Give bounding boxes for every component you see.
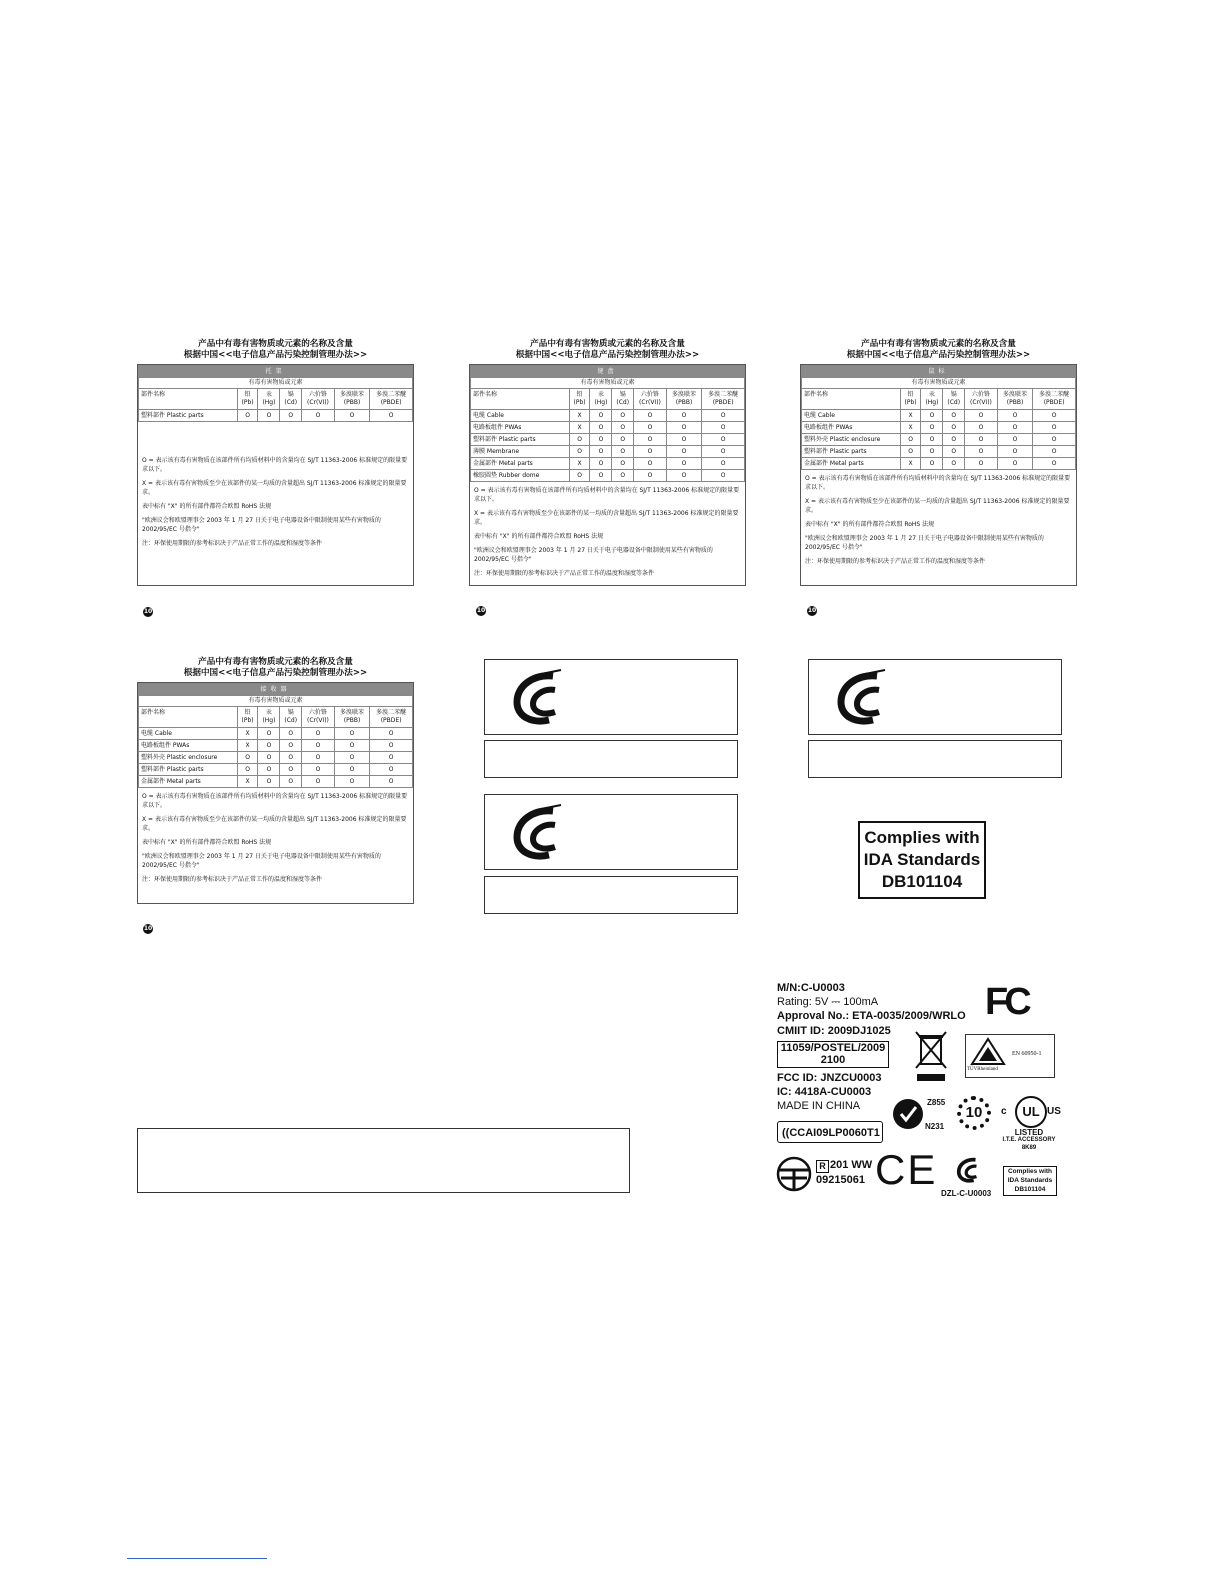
substance-value-cell: O (965, 458, 998, 470)
ccc-label-box (484, 794, 738, 870)
table-subheader: 有毒有害物质或元素 (139, 696, 413, 707)
substance-value-cell: O (943, 434, 965, 446)
fcc-id: FCC ID: JNZCU0003 (777, 1072, 882, 1084)
substance-value-cell: O (302, 752, 335, 764)
substance-value-cell: O (569, 434, 590, 446)
ratings-label (777, 982, 1077, 1202)
table-row (139, 776, 413, 788)
table-column-row (471, 389, 745, 410)
ccc-label-box (808, 659, 1062, 735)
part-name-cell: 塑料部件 Plastic parts (139, 764, 238, 776)
table-subheader-row (802, 378, 1076, 389)
rohs-notes: O = 表示该有毒有害物质在该部件所有均质材料中的含量均在 SJ/T 11363-2006 标准规定的限量要求以下。 X = 表示该有毒有害物质至少在该部件的某一均质的含量超出 SJ/T 11363-2006 标准规定的限量要求。 表中标有 "X" 的所有部件都符合欧盟 RoHS 法规 "欧洲议会和欧盟理事会 2003 年 1 月 27 日关于电子电器设备中限制使用某些有害物质的 2002/95/EC 号指令" 注：环保使用期限的参考标识决于产品正常工作的温度和湿度等条件 (142, 793, 408, 883)
substance-value-cell: O (302, 776, 335, 788)
table-part-group-name: 托架 (139, 366, 413, 378)
substance-value-cell: O (280, 764, 302, 776)
substance-value-cell: O (702, 410, 745, 422)
substance-value-cell: O (965, 434, 998, 446)
column-header: 六价铬 (Cr(VI)) (302, 389, 335, 410)
table-row (139, 410, 413, 422)
substance-value-cell: O (590, 410, 612, 422)
postel-box: 11059/POSTEL/2009 2100 (777, 1041, 889, 1068)
rohs-notes: O = 表示该有毒有害物质在该部件所有均质材料中的含量均在 SJ/T 11363-2006 标准规定的限量要求以下。 X = 表示该有毒有害物质至少在该部件的某一均质的含量超出 SJ/T 11363-2006 标准规定的限量要求。 表中标有 "X" 的所有部件都符合欧盟 RoHS 法规 "欧洲议会和欧盟理事会 2003 年 1 月 27 日关于电子电器设备中限制使用某些有害物质的 2002/95/EC 号指令" 注：环保使用期限的参考标识决于产品正常工作的温度和湿度等条件 (474, 487, 740, 577)
table-row (139, 752, 413, 764)
part-name-cell: 塑料部件 Plastic parts (802, 446, 901, 458)
part-name-cell: 金属部件 Metal parts (471, 458, 570, 470)
r-mark: R (816, 1160, 829, 1173)
rohs-panel-mouse (800, 339, 1077, 586)
part-name-cell: 塑料外壳 Plastic enclosure (139, 752, 238, 764)
substance-value-cell: O (258, 776, 280, 788)
substance-value-cell: O (943, 410, 965, 422)
substance-value-cell: O (634, 470, 667, 482)
table-row (471, 470, 745, 482)
substance-value-cell: O (612, 422, 634, 434)
part-name-cell: 电路板组件 PWAs (471, 422, 570, 434)
n-number: N231 (925, 1122, 945, 1131)
part-name-cell: 橡胶圆垫 Rubber dome (471, 470, 570, 482)
column-header: 镉 (Cd) (943, 389, 965, 410)
substance-value-cell: X (569, 410, 590, 422)
z-number: Z855 (927, 1098, 946, 1107)
column-header: 多溴联苯 (PBB) (334, 707, 369, 728)
table-row (139, 728, 413, 740)
substance-value-cell: O (590, 422, 612, 434)
substance-value-cell: O (237, 410, 258, 422)
substance-value-cell: O (1033, 458, 1076, 470)
part-name-cell: 电缆 Cable (139, 728, 238, 740)
substance-value-cell: O (370, 728, 413, 740)
table-row (139, 740, 413, 752)
substance-value-cell: O (237, 752, 258, 764)
substance-value-cell: O (965, 446, 998, 458)
substance-value-cell: O (569, 470, 590, 482)
substance-value-cell: O (921, 410, 943, 422)
column-header: 镉 (Cd) (612, 389, 634, 410)
substance-value-cell: O (666, 446, 701, 458)
ccc-mark-icon (509, 803, 569, 863)
substance-value-cell: O (280, 752, 302, 764)
substance-value-cell: X (900, 410, 921, 422)
rohs-notes: O = 表示该有毒有害物质在该部件所有均质材料中的含量均在 SJ/T 11363-2006 标准规定的限量要求以下。 X = 表示该有毒有害物质至少在该部件的某一均质的含量超出 SJ/T 11363-2006 标准规定的限量要求。 表中标有 "X" 的所有部件都符合欧盟 RoHS 法规 "欧洲议会和欧盟理事会 2003 年 1 月 27 日关于电子电器设备中限制使用某些有害物质的 2002/95/EC 号指令" 注：环保使用期限的参考标识决于产品正常工作的温度和湿度等条件 (142, 457, 408, 547)
cmiit-id: CMIIT ID: 2009DJ1025 (777, 1025, 891, 1037)
column-header: 汞 (Hg) (258, 707, 280, 728)
column-header-part: 部件名称 (139, 707, 238, 728)
substance-value-cell: O (666, 458, 701, 470)
substance-value-cell: O (1033, 446, 1076, 458)
env-10-year-icon: 10 (957, 1096, 991, 1130)
substance-value-cell: O (280, 728, 302, 740)
substance-value-cell: O (370, 752, 413, 764)
substance-value-cell: O (590, 434, 612, 446)
substance-value-cell: O (666, 470, 701, 482)
table-row (802, 422, 1076, 434)
substance-value-cell: O (370, 740, 413, 752)
part-name-cell: 金属部件 Metal parts (139, 776, 238, 788)
substance-value-cell: O (634, 446, 667, 458)
column-header: 多溴联苯 (PBB) (334, 389, 369, 410)
table-subheader: 有毒有害物质或元素 (471, 378, 745, 389)
substance-value-cell: O (666, 422, 701, 434)
substance-value-cell: O (702, 434, 745, 446)
substance-value-cell: O (997, 422, 1032, 434)
part-name-cell: 金属部件 Metal parts (802, 458, 901, 470)
column-header: 多溴联苯 (PBB) (666, 389, 701, 410)
substance-value-cell: O (258, 752, 280, 764)
substance-value-cell: O (634, 458, 667, 470)
substance-value-cell: X (900, 422, 921, 434)
table-part-group-name: 接收器 (139, 684, 413, 696)
substance-value-cell: O (334, 410, 369, 422)
tuv-triangle-icon (969, 1037, 1007, 1067)
table-subheader-row (139, 378, 413, 389)
table-part-group-name: 鼠标 (802, 366, 1076, 378)
column-header-part: 部件名称 (471, 389, 570, 410)
substance-value-cell: O (702, 458, 745, 470)
telec-mark-icon (775, 1156, 813, 1192)
ul-circle-icon: UL (1015, 1096, 1047, 1128)
rohs-table (138, 683, 413, 788)
substance-value-cell: O (237, 764, 258, 776)
substance-value-cell: O (612, 410, 634, 422)
part-name-cell: 电路板组件 PWAs (139, 740, 238, 752)
substance-value-cell: O (900, 434, 921, 446)
table-column-row (139, 707, 413, 728)
substance-value-cell: X (237, 776, 258, 788)
column-header: 铅 (Pb) (237, 707, 258, 728)
substance-value-cell: O (634, 410, 667, 422)
approval-number: Approval No.: ETA-0035/2009/WRLO (777, 1010, 966, 1022)
substance-value-cell: O (634, 434, 667, 446)
substance-value-cell: O (569, 446, 590, 458)
rohs-notes: O = 表示该有毒有害物质在该部件所有均质材料中的含量均在 SJ/T 11363-2006 标准规定的限量要求以下。 X = 表示该有毒有害物质至少在该部件的某一均质的含量超出 SJ/T 11363-2006 标准规定的限量要求。 表中标有 "X" 的所有部件都符合欧盟 RoHS 法规 "欧洲议会和欧盟理事会 2003 年 1 月 27 日关于电子电器设备中限制使用某些有害物质的 2002/95/EC 号指令" 注：环保使用期限的参考标识决于产品正常工作的温度和湿度等条件 (805, 475, 1071, 565)
substance-value-cell: O (666, 434, 701, 446)
telec-number-1: 201 WW (830, 1159, 873, 1171)
column-header: 六价铬 (Cr(VI)) (302, 707, 335, 728)
substance-value-cell: O (334, 740, 369, 752)
substance-value-cell: O (921, 458, 943, 470)
substance-value-cell: O (1033, 422, 1076, 434)
part-name-cell: 电缆 Cable (471, 410, 570, 422)
column-header: 铅 (Pb) (900, 389, 921, 410)
substance-value-cell: O (258, 764, 280, 776)
substance-value-cell: O (280, 740, 302, 752)
part-name-cell: 塑料部件 Plastic parts (471, 434, 570, 446)
substance-value-cell: O (900, 446, 921, 458)
column-header: 汞 (Hg) (590, 389, 612, 410)
table-column-row (139, 389, 413, 410)
substance-value-cell: O (258, 728, 280, 740)
table-row (802, 458, 1076, 470)
dzl-number: DZL-C-U0003 (941, 1189, 992, 1198)
ccc-label-sub-box (484, 876, 738, 914)
table-row (471, 458, 745, 470)
substance-value-cell: O (921, 446, 943, 458)
ccc-mark-icon (955, 1156, 983, 1184)
substance-value-cell: O (997, 446, 1032, 458)
substance-value-cell: O (943, 422, 965, 434)
substance-value-cell: O (702, 422, 745, 434)
table-row (139, 764, 413, 776)
column-header: 多溴联苯 (PBB) (997, 389, 1032, 410)
environment-period-icon: 10 (143, 608, 153, 615)
substance-value-cell: O (334, 776, 369, 788)
rohs-panel-cradle (137, 339, 414, 586)
substance-value-cell: O (612, 434, 634, 446)
substance-value-cell: O (302, 764, 335, 776)
rating: Rating: 5V ⎓ 100mA (777, 996, 879, 1008)
table-row (471, 446, 745, 458)
substance-value-cell: O (258, 410, 280, 422)
column-header: 多溴二苯醚 (PBDE) (1033, 389, 1076, 410)
rohs-title: 产品中有毒有害物质或元素的名称及含量 根据中国<<电子信息产品污染控制管理办法>> (846, 339, 1031, 360)
table-header-row (139, 366, 413, 378)
substance-value-cell: O (302, 740, 335, 752)
ccc-label-sub-box (808, 740, 1062, 778)
column-header: 汞 (Hg) (921, 389, 943, 410)
substance-value-cell: X (900, 458, 921, 470)
substance-value-cell: O (943, 458, 965, 470)
column-header: 六价铬 (Cr(VI)) (965, 389, 998, 410)
rohs-box (469, 364, 746, 586)
column-header-part: 部件名称 (139, 389, 238, 410)
table-row (471, 410, 745, 422)
ccc-mark-icon (833, 668, 893, 728)
table-subheader: 有毒有害物质或元素 (802, 378, 1076, 389)
substance-value-cell: O (965, 422, 998, 434)
ccc-label-sub-box (484, 740, 738, 778)
environment-period-icon: 10 (476, 607, 486, 614)
substance-value-cell: X (569, 458, 590, 470)
rohs-title: 产品中有毒有害物质或元素的名称及含量 根据中国<<电子信息产品污染控制管理办法>> (183, 339, 368, 360)
substance-value-cell: O (612, 470, 634, 482)
part-name-cell: 塑料外壳 Plastic enclosure (802, 434, 901, 446)
ida-compliance-badge: Complies with IDA Standards DB101104 (858, 821, 986, 899)
substance-value-cell: O (280, 410, 302, 422)
table-column-row (802, 389, 1076, 410)
table-row (802, 434, 1076, 446)
substance-value-cell: O (997, 458, 1032, 470)
environment-period-icon: 10 (807, 607, 817, 614)
substance-value-cell: O (334, 728, 369, 740)
ul-listed-mark: c UL US LISTED I.T.E. ACCESSORY 8K89 (999, 1094, 1069, 1154)
substance-value-cell: O (280, 776, 302, 788)
environment-period-icon: 10 (143, 925, 153, 932)
rohs-table (801, 365, 1076, 470)
footer-link-line (127, 1558, 267, 1559)
ccai-box: ((CCAI09LP0060T1 (777, 1121, 883, 1143)
rohs-panel-receiver (137, 657, 414, 904)
rohs-box (137, 682, 414, 904)
telec-number-2: 09215061 (816, 1174, 865, 1186)
ccc-label-box (484, 659, 738, 735)
column-header: 铅 (Pb) (569, 389, 590, 410)
table-subheader-row (471, 378, 745, 389)
substance-value-cell: O (258, 740, 280, 752)
rohs-table (138, 365, 413, 422)
column-header: 六价铬 (Cr(VI)) (634, 389, 667, 410)
empty-label-box (137, 1128, 630, 1193)
substance-value-cell: O (702, 470, 745, 482)
substance-value-cell: O (590, 446, 612, 458)
substance-value-cell: O (370, 764, 413, 776)
part-name-cell: 塑料部件 Plastic parts (139, 410, 238, 422)
substance-value-cell: O (943, 446, 965, 458)
column-header-part: 部件名称 (802, 389, 901, 410)
weee-bin-icon (914, 1030, 948, 1082)
column-header: 镉 (Cd) (280, 707, 302, 728)
substance-value-cell: O (612, 458, 634, 470)
part-name-cell: 电缆 Cable (802, 410, 901, 422)
column-header: 多溴二苯醚 (PBDE) (702, 389, 745, 410)
substance-value-cell: O (302, 410, 335, 422)
substance-value-cell: O (612, 446, 634, 458)
table-header-row (471, 366, 745, 378)
ccc-mark-icon (509, 668, 569, 728)
table-row (802, 410, 1076, 422)
tuv-certification-badge: TÜVRheinland EN 60950-1 (965, 1034, 1055, 1078)
substance-value-cell: O (334, 752, 369, 764)
substance-value-cell: O (921, 422, 943, 434)
made-in: MADE IN CHINA (777, 1100, 861, 1112)
table-row (471, 422, 745, 434)
rohs-box (800, 364, 1077, 586)
rohs-table (470, 365, 745, 482)
substance-value-cell: O (921, 434, 943, 446)
fcc-logo: FC (985, 981, 1028, 1023)
table-part-group-name: 键盘 (471, 366, 745, 378)
part-name-cell: 薄膜 Membrane (471, 446, 570, 458)
substance-value-cell: O (1033, 434, 1076, 446)
column-header: 多溴二苯醚 (PBDE) (370, 389, 413, 410)
ida-compliance-badge-small: Complies with IDA Standards DB101104 (1003, 1166, 1057, 1196)
substance-value-cell: O (1033, 410, 1076, 422)
substance-value-cell: O (590, 458, 612, 470)
table-row (802, 446, 1076, 458)
substance-value-cell: O (997, 410, 1032, 422)
column-header: 镉 (Cd) (280, 389, 302, 410)
substance-value-cell: O (997, 434, 1032, 446)
substance-value-cell: O (965, 410, 998, 422)
substance-value-cell: O (302, 728, 335, 740)
table-row (471, 434, 745, 446)
substance-value-cell: O (590, 470, 612, 482)
substance-value-cell: O (702, 446, 745, 458)
column-header: 汞 (Hg) (258, 389, 280, 410)
substance-value-cell: O (370, 410, 413, 422)
ic-number: IC: 4418A-CU0003 (777, 1086, 872, 1098)
ce-mark: CE (875, 1146, 938, 1193)
table-header-row (139, 684, 413, 696)
rohs-panel-keyboard (469, 339, 746, 586)
c-tick-icon (892, 1098, 924, 1130)
column-header: 多溴二苯醚 (PBDE) (370, 707, 413, 728)
substance-value-cell: O (666, 410, 701, 422)
substance-value-cell: O (634, 422, 667, 434)
substance-value-cell: X (237, 728, 258, 740)
substance-value-cell: O (370, 776, 413, 788)
table-subheader-row (139, 696, 413, 707)
part-name-cell: 电路板组件 PWAs (802, 422, 901, 434)
table-subheader: 有毒有害物质或元素 (139, 378, 413, 389)
table-header-row (802, 366, 1076, 378)
ccai-arrow-icon: (( (782, 1127, 790, 1139)
substance-value-cell: X (237, 740, 258, 752)
substance-value-cell: O (334, 764, 369, 776)
rohs-title: 产品中有毒有害物质或元素的名称及含量 根据中国<<电子信息产品污染控制管理办法>> (515, 339, 700, 360)
rohs-box (137, 364, 414, 586)
rohs-title: 产品中有毒有害物质或元素的名称及含量 根据中国<<电子信息产品污染控制管理办法>> (183, 657, 368, 678)
substance-value-cell: X (569, 422, 590, 434)
column-header: 铅 (Pb) (237, 389, 258, 410)
model-number: M/N:C-U0003 (777, 982, 845, 994)
